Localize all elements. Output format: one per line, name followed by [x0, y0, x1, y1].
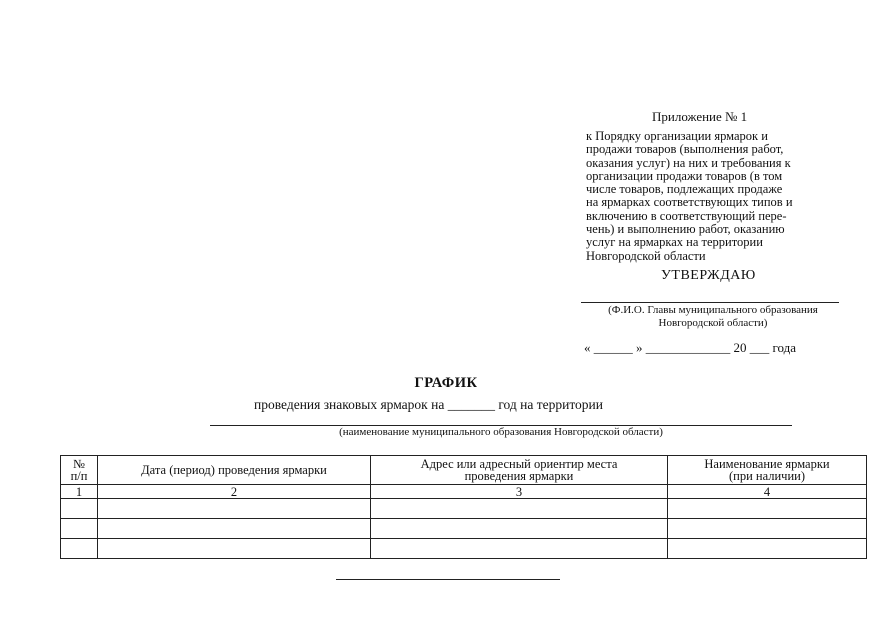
header-number: № п/п: [61, 456, 98, 485]
column-number-row: [61, 485, 867, 499]
appendix-line: включению в соответствующий пере-: [586, 208, 787, 223]
footer-line: [336, 579, 560, 580]
signature-caption-line: (Ф.И.О. Главы муниципального образования: [608, 304, 818, 316]
table-cell[interactable]: [61, 519, 98, 539]
appendix-line: продажи товаров (выполнения работ,: [586, 142, 784, 157]
fair-schedule-table: [60, 455, 867, 559]
appendix-description: [586, 130, 848, 263]
table-row: [61, 499, 867, 519]
table-row: [61, 539, 867, 559]
table-cell[interactable]: [98, 519, 371, 539]
table-header-row: [61, 456, 867, 485]
approval-label: УТВЕРЖДАЮ: [661, 268, 756, 283]
column-number: 3: [371, 485, 668, 499]
table-cell[interactable]: [61, 499, 98, 519]
table-row: [61, 519, 867, 539]
appendix-line: Новгородской области: [586, 248, 706, 263]
header-address: Адрес или адресный ориентир места проведения ярмарки: [371, 456, 668, 485]
table-cell[interactable]: [61, 539, 98, 559]
table-cell[interactable]: [668, 539, 867, 559]
column-number: 2: [98, 485, 371, 499]
signature-caption-line: Новгородской области): [658, 317, 768, 329]
signature-caption: [588, 304, 838, 330]
appendix-line: организации продажи товаров (в том: [586, 168, 783, 183]
appendix-line: числе товаров, подлежащих продаже: [586, 182, 783, 197]
column-number: 4: [668, 485, 867, 499]
table-cell[interactable]: [668, 499, 867, 519]
table-cell[interactable]: [371, 539, 668, 559]
appendix-line: услуг на ярмарках на территории: [586, 235, 763, 250]
table-cell[interactable]: [98, 539, 371, 559]
signature-line: [581, 302, 839, 303]
appendix-title: Приложение № 1: [652, 109, 748, 124]
header-fair-name: Наименование ярмарки (при наличии): [668, 456, 867, 485]
schedule-subtitle: проведения знаковых ярмарок на _______ год на территории: [254, 397, 604, 412]
table-cell[interactable]: [98, 499, 371, 519]
schedule-title: ГРАФИК: [414, 375, 478, 391]
appendix-line: оказания услуг) на них и требования к: [586, 155, 791, 170]
appendix-line: к Порядку организации ярмарок и: [586, 129, 768, 143]
approval-date-line: « ______ » _____________ 20 ___ года: [584, 340, 797, 355]
table-cell[interactable]: [668, 519, 867, 539]
territory-caption: (наименование муниципального образования Новгородской области): [339, 426, 663, 438]
table-cell[interactable]: [371, 519, 668, 539]
header-date: Дата (период) проведения ярмарки: [98, 456, 371, 485]
appendix-line: на ярмарках соответствующих типов и: [586, 195, 793, 210]
table-cell[interactable]: [371, 499, 668, 519]
appendix-line: чень) и выполнению работ, оказанию: [586, 222, 785, 237]
column-number: 1: [61, 485, 98, 499]
